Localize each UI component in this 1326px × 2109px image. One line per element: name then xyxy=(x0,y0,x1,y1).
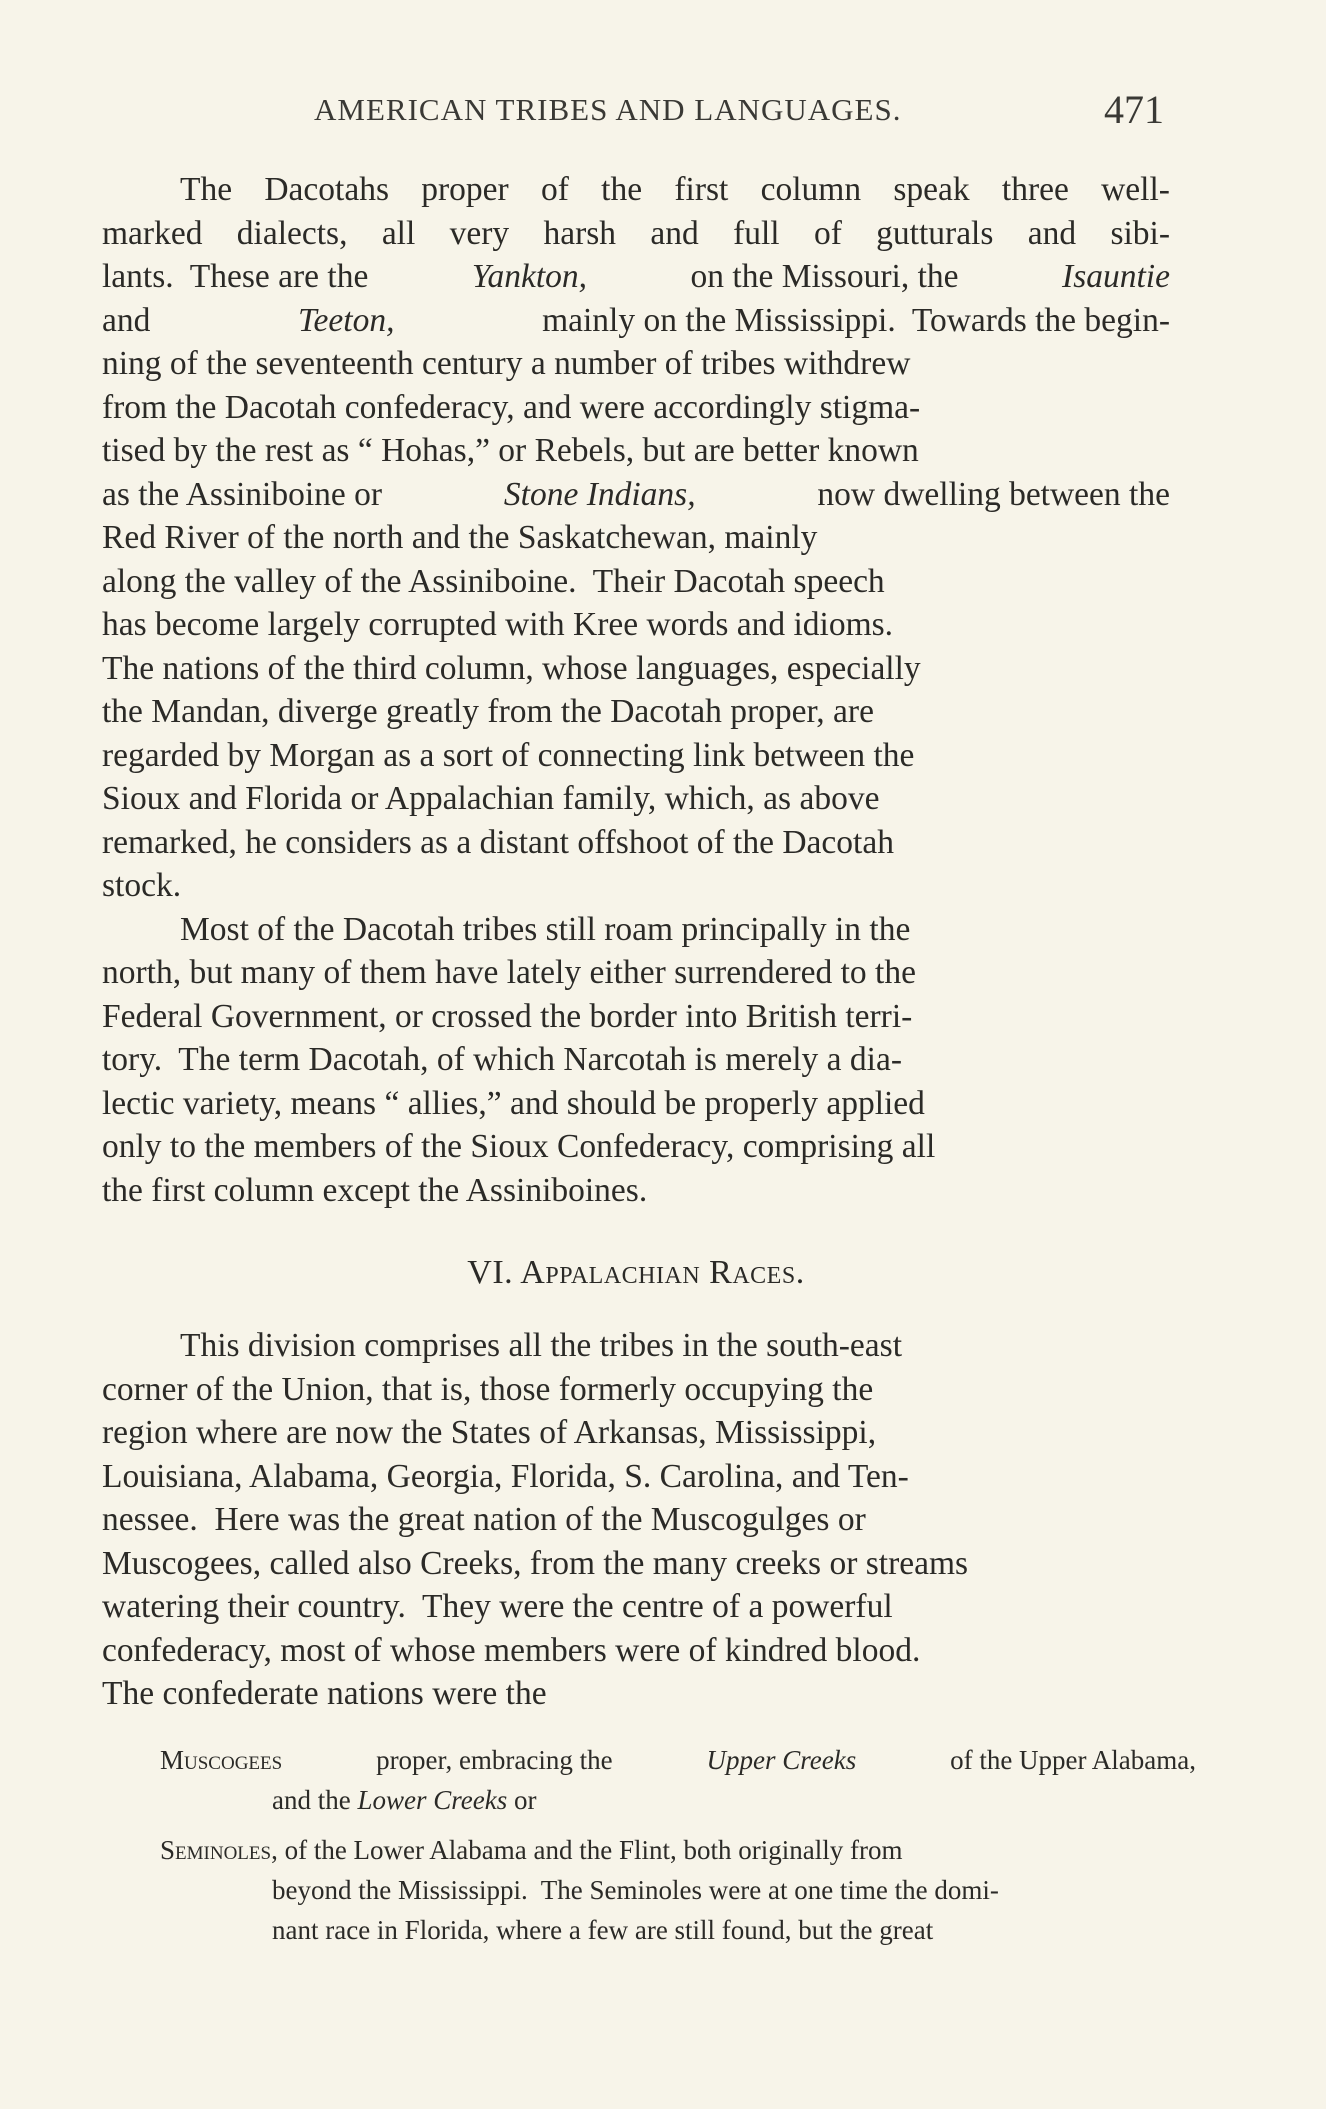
para3-line-4: Louisiana, Alabama, Georgia, Florida, S. Carolina, and Ten- xyxy=(102,1457,909,1495)
text-run: now dwelling between the xyxy=(809,475,1170,513)
para2-line-4: tory. The term Dacotah, of which Narcotah is merely a dia- xyxy=(102,1041,902,1078)
page-header xyxy=(102,86,1164,136)
para3-line-2: corner of the Union, that is, those formerly occupying the xyxy=(102,1370,874,1408)
para1-line-4 xyxy=(102,299,1170,343)
para1-line-7: tised by the rest as “ Hohas,” or Rebels, but are better known xyxy=(102,432,919,469)
tribe-list xyxy=(160,1740,1196,1950)
para1-line-17: stock. xyxy=(102,867,182,904)
word: speak xyxy=(893,171,970,208)
para3-line-5: nessee. Here was the great nation of the Muscogulges or xyxy=(102,1501,866,1538)
italic-teeton: Teeton, xyxy=(297,301,395,339)
word: proper xyxy=(421,171,509,208)
italic-upper-creeks: Upper Creeks xyxy=(706,1745,857,1775)
running-title: AMERICAN TRIBES AND LANGUAGES. xyxy=(314,92,902,127)
word: three xyxy=(1001,171,1069,208)
word: the xyxy=(601,171,643,208)
word: Dacotahs xyxy=(264,171,390,208)
para3-line-8: confederacy, most of whose members were of kindred blood. xyxy=(102,1631,921,1669)
para2-line-3: Federal Government, or crossed the border into British terri- xyxy=(102,997,913,1035)
italic-yankton: Yankton, xyxy=(471,258,587,295)
word: gutturals xyxy=(876,214,994,252)
para1-line-1 xyxy=(102,168,1170,212)
para1-line-6: from the Dacotah confederacy, and were accordingly stigma- xyxy=(102,388,921,426)
para1-line-8 xyxy=(102,473,1170,517)
para1-line-13: the Mandan, diverge greatly from the Dacotah proper, are xyxy=(102,693,874,730)
para2-line-5: lectic variety, means “ allies,” and should be properly applied xyxy=(102,1084,925,1122)
para2-line-7: the first column except the Assiniboines. xyxy=(102,1171,648,1209)
word: of xyxy=(540,171,569,208)
word: first xyxy=(674,171,729,208)
text-run: lants. These are the xyxy=(102,258,377,295)
para1-line-9: Red River of the north and the Saskatchewan, mainly xyxy=(102,519,818,556)
list-item-continuation: beyond the Mississippi. The Seminoles were at one time the domi- xyxy=(272,1875,999,1905)
text-run: on the Missouri, the xyxy=(682,258,967,295)
text-run: , of the Lower Alabama and the Flint, both originally from xyxy=(271,1835,903,1865)
para1-line-2 xyxy=(102,212,1170,256)
para1-line-15: Sioux and Florida or Appalachian family, which, as above xyxy=(102,780,880,817)
page-number: 471 xyxy=(1104,87,1164,132)
word: The xyxy=(180,171,233,208)
para1-line-5: ning of the seventeenth century a number of tribes withdrew xyxy=(102,345,911,382)
word: and xyxy=(1027,214,1077,252)
text-run: mainly on the Mississippi. Towards the begin- xyxy=(533,301,1170,339)
word: harsh xyxy=(543,214,617,252)
list-item xyxy=(160,1830,1196,1870)
word: very xyxy=(449,214,510,252)
word: all xyxy=(381,214,416,252)
body-text xyxy=(102,168,1170,1716)
word: and xyxy=(650,214,699,252)
italic-stone-indians: Stone Indians, xyxy=(503,475,696,513)
italic-isauntie: Isauntie xyxy=(1062,258,1170,295)
list-item-continuation xyxy=(160,1780,1196,1820)
text-run: proper, embracing the xyxy=(369,1745,620,1775)
list-item xyxy=(160,1740,1196,1780)
word: full xyxy=(733,214,780,252)
para1-line-12: The nations of the third column, whose languages, especially xyxy=(102,649,921,687)
para1-line-16: remarked, he considers as a distant offshoot of the Dacotah xyxy=(102,823,894,861)
word: marked xyxy=(102,214,203,252)
para1-line-3 xyxy=(102,255,1170,299)
text-run: as the Assiniboine or xyxy=(102,475,391,513)
word: of xyxy=(813,214,842,252)
para3-line-3: region where are now the States of Arkansas, Mississippi, xyxy=(102,1414,877,1451)
word: well- xyxy=(1101,171,1170,208)
para3-line-9: The confederate nations were the xyxy=(102,1675,547,1712)
tribe-name-muscogees: Muscogees xyxy=(160,1745,283,1775)
para3-line-7: watering their country. They were the centre of a powerful xyxy=(102,1588,893,1625)
list-item-continuation: nant race in Florida, where a few are still found, but the great xyxy=(272,1915,934,1945)
para3-line-1: This division comprises all the tribes in the south-east xyxy=(180,1327,903,1364)
text-run: and xyxy=(102,301,159,339)
section-heading: VI. Appalachian Races. xyxy=(467,1254,805,1291)
list-gap xyxy=(160,1820,1196,1830)
word: column xyxy=(760,171,862,208)
para1-line-10: along the valley of the Assiniboine. Their Dacotah speech xyxy=(102,562,885,600)
text-run: of the Upper Alabama, xyxy=(943,1745,1196,1775)
word: sibi- xyxy=(1110,214,1170,252)
para1-line-14: regarded by Morgan as a sort of connecting link between the xyxy=(102,736,915,774)
tribe-name-seminoles: Seminoles xyxy=(160,1835,272,1865)
text-run: and the xyxy=(272,1785,358,1815)
para2-line-6: only to the members of the Sioux Confederacy, comprising all xyxy=(102,1128,936,1165)
word: dialects, xyxy=(236,214,348,252)
para1-line-11: has become largely corrupted with Kree words and idioms. xyxy=(102,606,894,643)
para2-line-2: north, but many of them have lately either surrendered to the xyxy=(102,954,916,991)
italic-lower-creeks: Lower Creeks xyxy=(357,1785,508,1815)
para2-line-1: Most of the Dacotah tribes still roam principally in the xyxy=(180,910,911,948)
para3-line-6: Muscogees, called also Creeks, from the many creeks or streams xyxy=(102,1544,969,1582)
text-run: or xyxy=(507,1785,537,1815)
